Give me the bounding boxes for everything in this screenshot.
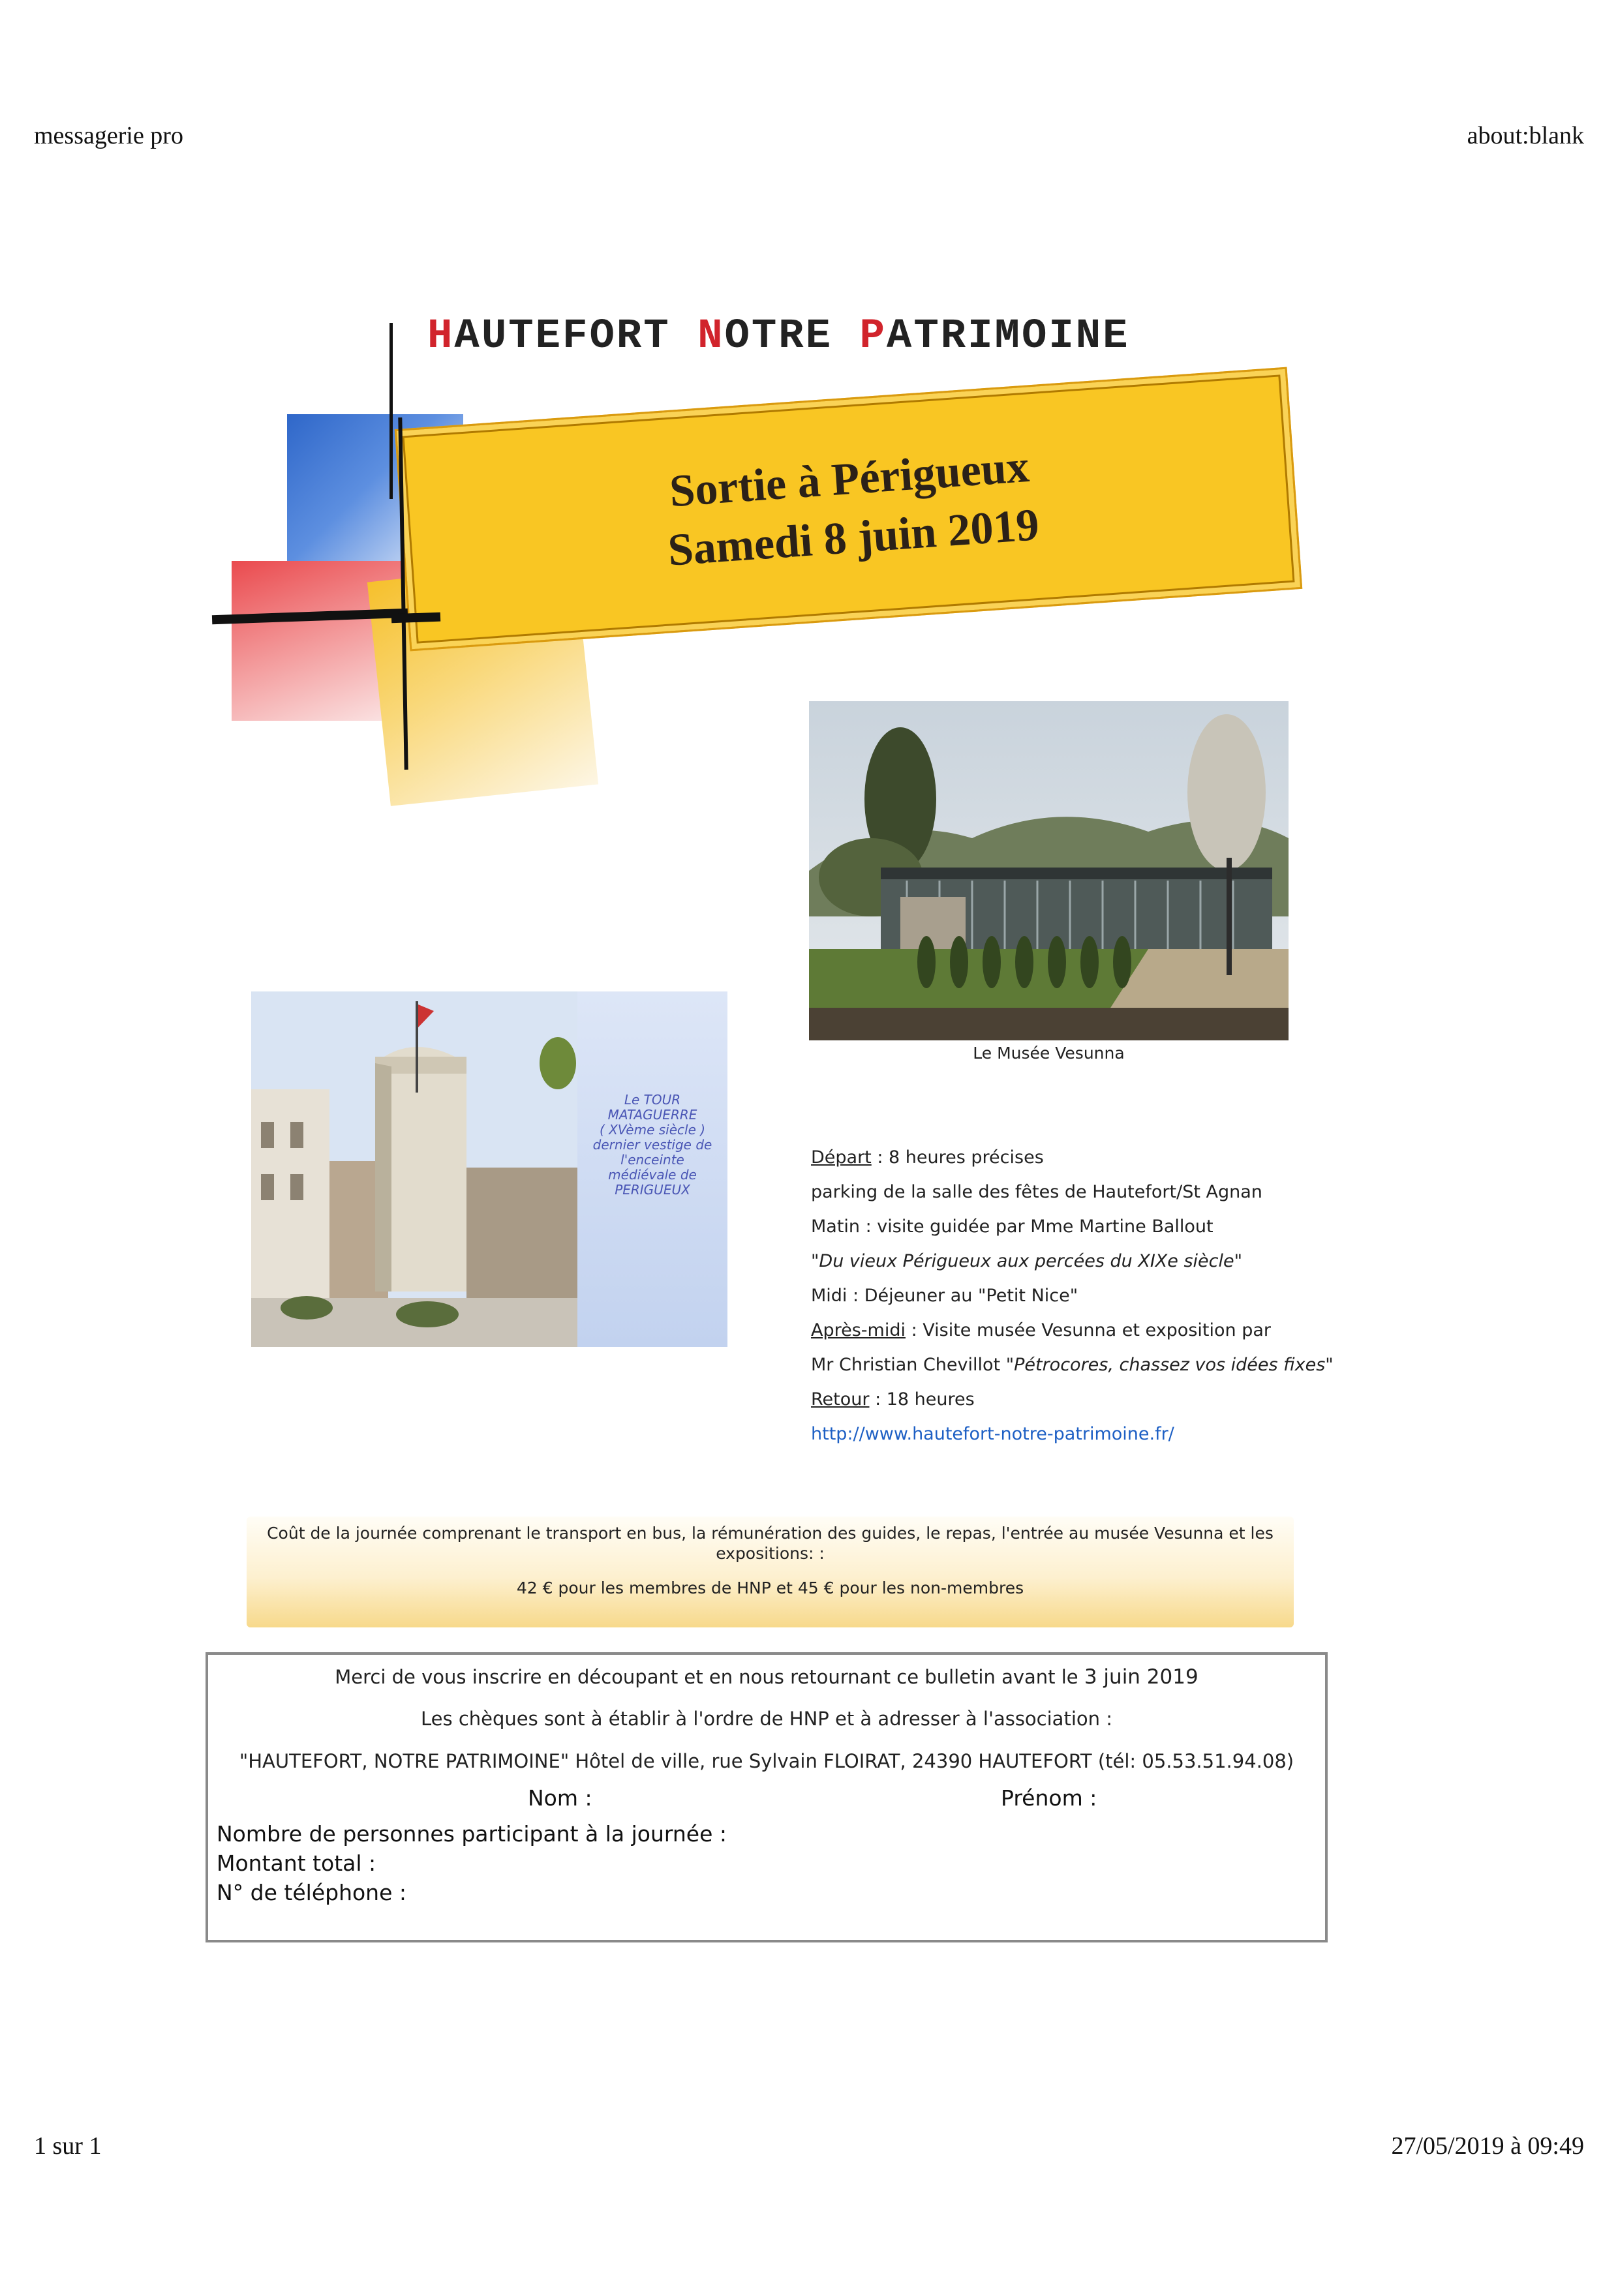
morning-info: Matin : visite guidée par Mme Martine Ballout xyxy=(811,1216,1214,1237)
form-deadline: 3 juin 2019 xyxy=(1084,1665,1198,1689)
print-header-left: messagerie pro xyxy=(34,122,183,149)
registration-form xyxy=(206,1652,1328,1942)
total-field-label[interactable]: Montant total : xyxy=(217,1850,376,1876)
participants-field-label[interactable]: Nombre de personnes participant à la journée : xyxy=(217,1821,727,1847)
prenom-field-label[interactable]: Prénom : xyxy=(1001,1785,1097,1811)
banner-line-1: Sortie à Périgueux xyxy=(667,441,1031,517)
tower-caption-line: médiévale de xyxy=(608,1167,697,1183)
print-footer-left: 1 sur 1 xyxy=(34,2132,102,2160)
form-address: "HAUTEFORT, NOTRE PATRIMOINE" Hôtel de ville, rue Sylvain FLOIRAT, 24390 HAUTEFORT (tél: 05.53.51.94.08) xyxy=(239,1750,1294,1772)
title-word-rest: ATRIMOINE xyxy=(886,313,1130,360)
form-cheque-info: Les chèques sont à établir à l'ordre de HNP et à adresser à l'association : xyxy=(421,1708,1112,1730)
title-initial-p: P xyxy=(859,313,887,360)
depart-value: : 8 heures précises xyxy=(871,1147,1044,1168)
form-instruction xyxy=(208,1665,1325,1689)
tower-caption xyxy=(577,1093,727,1198)
association-title xyxy=(427,313,1130,360)
tower-caption-line: Le TOUR xyxy=(624,1092,681,1108)
exhibition-title: "Pétrocores, chassez vos idées fixes" xyxy=(1005,1355,1334,1375)
decor-line-horizontal-2 xyxy=(391,612,440,624)
museum-vesunna-photo xyxy=(809,701,1289,1040)
cost-description: Coût de la journée comprenant le transport en bus, la rémunération des guides, le repas, l'entrée au musée Vesunna et les expositions: : xyxy=(267,1524,1274,1563)
phone-field-label[interactable]: N° de téléphone : xyxy=(217,1880,407,1905)
cost-prices: 42 € pour les membres de HNP et 45 € pour les non-membres xyxy=(516,1578,1024,1597)
nom-field-label[interactable]: Nom : xyxy=(528,1785,592,1811)
form-instruction-text: Merci de vous inscrire en découpant et en nous retournant ce bulletin avant le xyxy=(335,1666,1084,1688)
return-value: : 18 heures xyxy=(869,1389,975,1410)
morning-visit-title: "Du vieux Périgueux aux percées du XIXe siècle" xyxy=(811,1251,1243,1271)
print-header-right: about:blank xyxy=(1467,122,1584,149)
return-label: Retour xyxy=(811,1389,870,1410)
banner-line-2: Samedi 8 juin 2019 xyxy=(666,500,1041,576)
tower-caption-line: l'enceinte xyxy=(620,1152,684,1168)
decor-line-top xyxy=(389,323,393,499)
title-word-rest: AUTEFORT xyxy=(454,313,671,360)
tower-caption-line: PERIGUEUX xyxy=(615,1182,690,1198)
tower-caption-line: dernier vestige de xyxy=(592,1137,712,1153)
depart-label: Départ xyxy=(811,1147,872,1168)
tour-mataguerre-photo xyxy=(251,991,577,1347)
lunch-info: Midi : Déjeuner au "Petit Nice" xyxy=(811,1286,1078,1306)
speaker-name: Mr Christian Chevillot xyxy=(811,1355,1006,1375)
cost-box xyxy=(247,1517,1294,1627)
title-initial-h: H xyxy=(427,313,455,360)
tower-caption-line: MATAGUERRE xyxy=(607,1107,697,1123)
website-link[interactable]: http://www.hautefort-notre-patrimoine.fr/ xyxy=(811,1424,1174,1444)
parking-info: parking de la salle des fêtes de Hautefort/St Agnan xyxy=(811,1182,1262,1202)
afternoon-label: Après-midi xyxy=(811,1320,906,1340)
title-initial-n: N xyxy=(697,313,725,360)
trip-details xyxy=(811,1140,1334,1451)
title-word-rest: OTRE xyxy=(724,313,833,360)
afternoon-value: : Visite musée Vesunna et exposition par xyxy=(905,1320,1271,1340)
museum-caption: Le Musée Vesunna xyxy=(973,1044,1125,1063)
tower-caption-line: ( XVème siècle ) xyxy=(599,1122,706,1138)
print-footer-right: 27/05/2019 à 09:49 xyxy=(1391,2132,1584,2160)
